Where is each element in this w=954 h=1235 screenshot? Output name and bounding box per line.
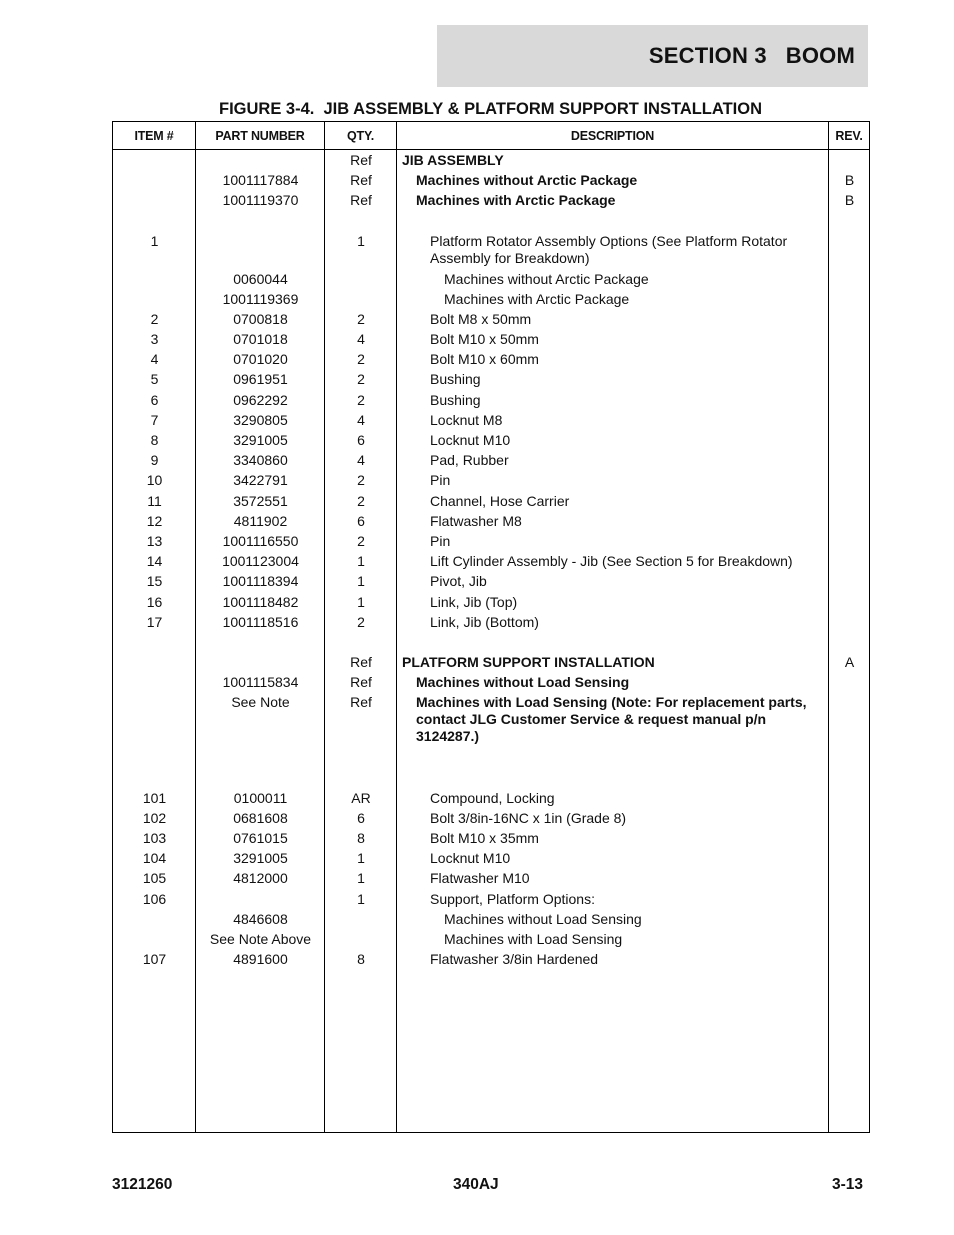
description: Link, Jib (Top) [430,593,518,610]
quantity: AR [351,789,371,806]
table-row [113,190,869,210]
table-row [113,269,869,289]
quantity: Ref [350,172,372,189]
table-row [113,369,869,389]
part-number: 0761015 [233,830,288,847]
item-number: 103 [142,830,167,847]
revision: B [844,172,855,189]
item-number: 16 [146,593,163,610]
quantity: 8 [357,830,365,847]
quantity: 8 [357,951,365,968]
description: Locknut M10 [430,850,511,867]
section-number: SECTION 3 [648,43,767,68]
table-row [113,450,869,470]
quantity: 1 [357,232,365,249]
item-number: 15 [146,573,163,590]
item-number: 12 [146,512,163,529]
table-body [113,150,869,969]
section-gap [767,43,786,69]
part-number: See Note Above [209,930,312,947]
description: Machines with Load Sensing [444,930,623,947]
table-row [113,652,869,672]
section-header [437,25,868,87]
part-number: 0060044 [233,270,288,287]
table-row [113,868,869,888]
description: Machines with Arctic Package [416,192,616,209]
part-number: 4891600 [233,951,288,968]
table-row [113,767,869,787]
item-number: 2 [150,310,159,327]
description: Locknut M8 [430,411,503,428]
table-row [113,828,869,848]
item-number: 14 [146,553,163,570]
item-number: 17 [146,613,163,630]
table-row [113,848,869,868]
description: Bushing [430,371,481,388]
figure-title: FIGURE 3-4. JIB ASSEMBLY & PLATFORM SUPPORT INSTALLATION [218,100,762,118]
table-row [113,390,869,410]
description: JIB ASSEMBLY [402,152,504,168]
quantity: 1 [357,593,365,610]
section-title: BOOM [785,43,855,68]
part-number: 3340860 [233,452,288,469]
column-header-part-number: PART NUMBER [215,128,305,143]
table-row [113,309,869,329]
part-number: 0962292 [233,391,288,408]
table-row [113,949,869,969]
part-number: 0961951 [233,371,288,388]
part-number: 1001118482 [222,593,299,610]
description: Pin [430,472,451,489]
part-number: 0701018 [233,331,288,348]
part-number: 1001119369 [222,290,299,307]
quantity: 6 [357,432,365,449]
part-number: 0700818 [233,310,288,327]
item-number: 9 [150,452,159,469]
description: Flatwasher 3/8in Hardened [430,951,599,968]
column-header-item: ITEM # [134,128,174,143]
description: Bolt M10 x 60mm [430,351,539,368]
quantity: Ref [350,654,372,671]
table-row [113,170,869,190]
revision: A [844,654,855,671]
item-number: 102 [142,809,167,826]
description: Locknut M10 [430,432,511,449]
description: Machines with Load Sensing (Note: For replacement parts, contact JLG Customer Service & request manual p/n 3124287.) [416,694,807,745]
table-row [113,289,869,309]
part-number: 1001116550 [222,532,299,549]
revision: B [844,192,855,209]
footer-model: 340AJ [453,1176,499,1193]
item-number: 107 [142,951,167,968]
quantity: Ref [350,674,372,691]
description: Machines without Arctic Package [444,270,649,287]
description: Bolt 3/8in-16NC x 1in (Grade 8) [430,809,627,826]
description: Pin [430,532,451,549]
description: Channel, Hose Carrier [430,492,570,509]
quantity: 2 [357,310,365,327]
description: Link, Jib (Bottom) [430,613,539,630]
quantity: 2 [357,472,365,489]
item-number: 11 [147,492,162,509]
table-row [113,491,869,511]
description: Flatwasher M10 [430,870,530,887]
column-header-rev: REV. [835,128,863,143]
item-number: 4 [150,351,159,368]
description: Platform Rotator Assembly Options (See Platform Rotator Assembly for Breakdown) [430,232,788,266]
table-row [113,672,869,692]
part-number: 1001118394 [222,573,299,590]
parts-table [112,121,870,1133]
footer-page-number: 3-13 [831,1176,863,1193]
quantity: 1 [357,870,365,887]
quantity: 2 [357,371,365,388]
table-row [113,692,869,767]
item-number: 104 [142,850,167,867]
table-row [113,410,869,430]
table-row [113,929,869,949]
footer-manual-number: 3121260 [112,1176,173,1193]
table-row [113,612,869,632]
quantity: 4 [357,331,365,348]
description: Machines without Arctic Package [416,172,638,189]
description: Pad, Rubber [430,452,509,469]
quantity: 1 [357,850,365,867]
table-row [113,808,869,828]
table-row [113,470,869,490]
description: PLATFORM SUPPORT INSTALLATION [402,654,655,671]
description: Support, Platform Options: [430,890,595,907]
part-number: 3291005 [233,850,288,867]
description: Bolt M8 x 50mm [430,310,532,327]
column-header-qty: QTY. [347,128,374,143]
part-number: 4811902 [233,512,288,529]
description: Flatwasher M8 [430,512,522,529]
quantity: 1 [357,573,365,590]
item-number: 6 [150,391,159,408]
table-row [113,349,869,369]
description: Pivot, Jib [430,573,487,590]
quantity: 1 [357,890,365,907]
item-number: 106 [142,890,167,907]
table-row [113,592,869,612]
item-number: 5 [150,371,159,388]
table-row [113,632,869,652]
table-row [113,329,869,349]
item-number: 8 [150,432,159,449]
quantity: 1 [357,553,365,570]
description: Machines without Load Sensing [416,674,630,691]
part-number: 1001115834 [222,674,299,691]
quantity: 2 [357,391,365,408]
item-number: 3 [150,331,159,348]
part-number: 4812000 [233,870,288,887]
part-number: 0100011 [233,789,288,806]
quantity: 6 [357,512,365,529]
part-number: 3422791 [233,472,288,489]
quantity: 2 [357,351,365,368]
quantity: 2 [357,492,365,509]
part-number: 3291005 [233,432,288,449]
part-number: 1001118516 [222,613,299,630]
part-number: 0701020 [233,351,288,368]
item-number: 13 [146,532,163,549]
description: Bolt M10 x 35mm [430,830,539,847]
part-number: 0681608 [233,809,288,826]
quantity: 4 [357,411,365,428]
quantity: Ref [350,192,372,209]
description: Bolt M10 x 50mm [430,331,539,348]
part-number: 4846608 [233,910,288,927]
table-row [113,889,869,909]
quantity: Ref [350,694,372,711]
quantity: Ref [350,152,372,168]
part-number: 1001117884 [222,172,299,189]
item-number: 7 [150,411,159,428]
quantity: 2 [357,613,365,630]
description: Lift Cylinder Assembly - Jib (See Section 5 for Breakdown) [430,553,793,570]
description: Machines with Arctic Package [444,290,630,307]
part-number: 3290805 [233,411,288,428]
table-row [113,150,869,170]
quantity: 2 [357,532,365,549]
description: Machines without Load Sensing [444,910,642,927]
table-row [113,788,869,808]
table-row [113,551,869,571]
item-number: 10 [146,472,163,489]
table-row [113,511,869,531]
part-number: 1001123004 [222,553,299,570]
item-number: 1 [150,232,159,249]
table-row [113,571,869,591]
quantity: 6 [357,809,365,826]
part-number: See Note [231,694,290,711]
description: Bushing [430,391,481,408]
table-row [113,430,869,450]
table-row [113,211,869,231]
table-row [113,231,869,269]
column-header-description: DESCRIPTION [570,128,655,143]
table-row [113,909,869,929]
item-number: 101 [142,789,167,806]
part-number: 3572551 [233,492,288,509]
part-number: 1001119370 [222,192,299,209]
table-row [113,531,869,551]
description: Compound, Locking [430,789,555,806]
quantity: 4 [357,452,365,469]
item-number: 105 [142,870,167,887]
